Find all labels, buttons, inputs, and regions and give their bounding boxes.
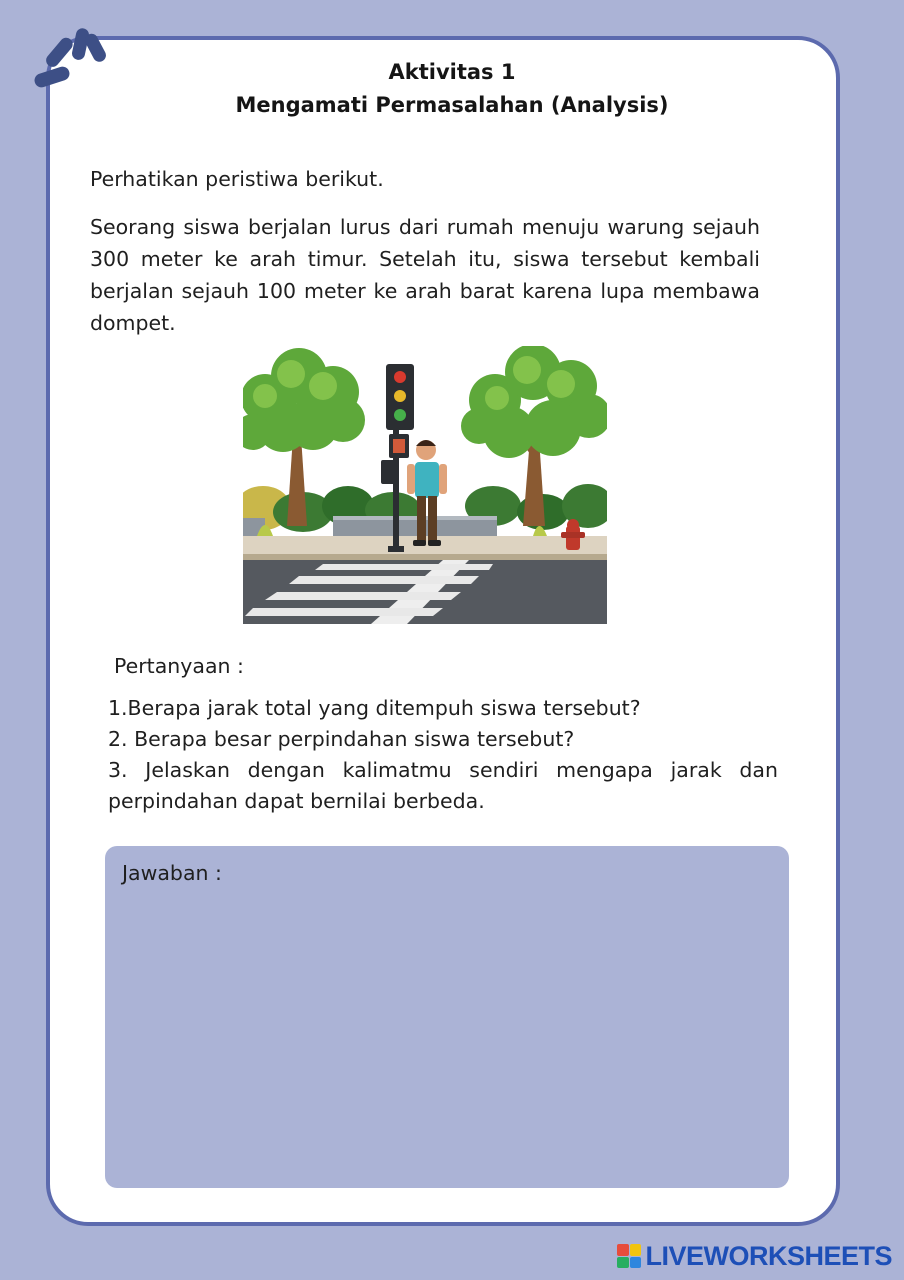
- question-item: 2. Berapa besar perpindahan siswa tersebut?: [108, 727, 575, 751]
- activity-title: Aktivitas 1: [388, 60, 516, 84]
- crosswalk-illustration: [243, 346, 607, 624]
- questions-heading: Pertanyaan :: [114, 654, 244, 678]
- answer-label: Jawaban :: [122, 861, 222, 885]
- intro-text: Perhatikan peristiwa berikut.: [90, 167, 384, 191]
- question-item: 3. Jelaskan dengan kalimatmu sendiri mengapa jarak dan perpindahan dapat bernilai berbeda.: [108, 758, 778, 813]
- answer-box[interactable]: [105, 846, 789, 1188]
- brand-name: LIVEWORKSHEETS: [645, 1240, 892, 1271]
- question-item: 1.Berapa jarak total yang ditempuh siswa tersebut?: [108, 696, 641, 720]
- activity-subtitle: Mengamati Permasalahan (Analysis): [235, 93, 669, 117]
- liveworksheets-logo: [617, 1238, 892, 1274]
- liveworksheets-mark-icon: [617, 1244, 641, 1268]
- question-list: [108, 693, 778, 817]
- story-text: Seorang siswa berjalan lurus dari rumah menuju warung sejauh 300 meter ke arah timur. Setelah itu, siswa tersebut kembali berjalan sejauh 100 meter ke arah barat karena lupa membawa dompet.: [90, 215, 760, 335]
